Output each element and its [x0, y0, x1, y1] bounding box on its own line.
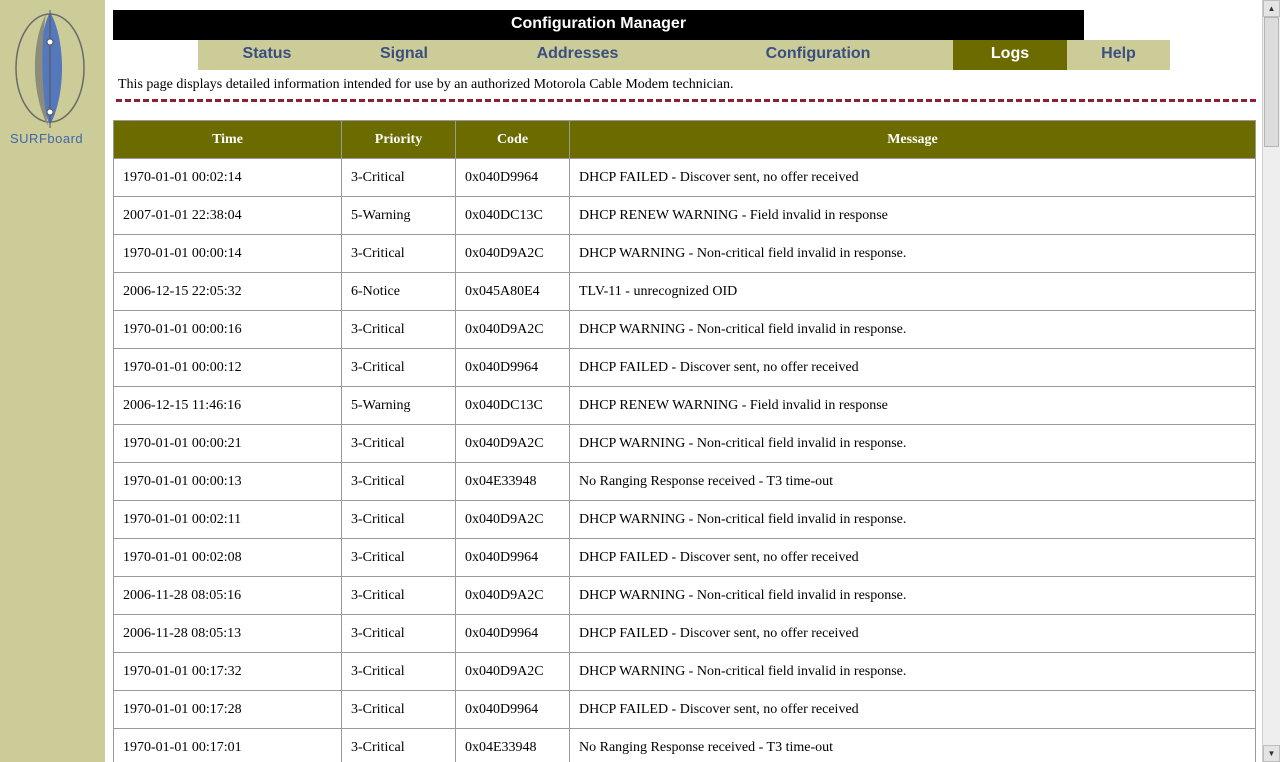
- table-row: [114, 235, 1256, 273]
- cell-time: 2006-11-28 08:05:13: [114, 615, 342, 653]
- table-row: [114, 539, 1256, 577]
- table-row: [114, 729, 1256, 762]
- cell-code: 0x04E33948: [456, 463, 570, 501]
- cell-message: DHCP WARNING - Non-critical field invalid in response.: [570, 501, 1256, 539]
- cell-time: 2007-01-01 22:38:04: [114, 197, 342, 235]
- cell-priority: 3-Critical: [342, 653, 456, 691]
- tab-addresses[interactable]: Addresses: [472, 40, 683, 70]
- cell-priority: 3-Critical: [342, 349, 456, 387]
- table-row: [114, 653, 1256, 691]
- cell-time: 1970-01-01 00:17:28: [114, 691, 342, 729]
- cell-code: 0x040D9A2C: [456, 311, 570, 349]
- cell-priority: 3-Critical: [342, 311, 456, 349]
- cell-priority: 3-Critical: [342, 463, 456, 501]
- cell-priority: 5-Warning: [342, 197, 456, 235]
- cell-time: 1970-01-01 00:02:11: [114, 501, 342, 539]
- cell-message: DHCP FAILED - Discover sent, no offer received: [570, 691, 1256, 729]
- scrollbar-thumb[interactable]: [1264, 17, 1279, 147]
- cell-message: DHCP FAILED - Discover sent, no offer received: [570, 159, 1256, 197]
- cell-priority: 3-Critical: [342, 501, 456, 539]
- cell-code: 0x040DC13C: [456, 197, 570, 235]
- cell-time: 1970-01-01 00:00:21: [114, 425, 342, 463]
- cell-message: DHCP FAILED - Discover sent, no offer received: [570, 349, 1256, 387]
- cell-message: DHCP RENEW WARNING - Field invalid in response: [570, 197, 1256, 235]
- table-row: [114, 349, 1256, 387]
- cell-message: DHCP WARNING - Non-critical field invalid in response.: [570, 425, 1256, 463]
- table-row: [114, 615, 1256, 653]
- cell-priority: 3-Critical: [342, 159, 456, 197]
- table-row: [114, 691, 1256, 729]
- cell-time: 1970-01-01 00:00:13: [114, 463, 342, 501]
- divider: [116, 99, 1256, 102]
- cell-priority: 3-Critical: [342, 729, 456, 762]
- notice-text: This page displays detailed information intended for use by an authorized Motorola Cable Modem technician.: [118, 77, 734, 92]
- cell-code: 0x040D9964: [456, 615, 570, 653]
- cell-priority: 5-Warning: [342, 387, 456, 425]
- cell-message: No Ranging Response received - T3 time-out: [570, 729, 1256, 762]
- log-table: [113, 120, 1256, 762]
- tab-configuration[interactable]: Configuration: [683, 40, 953, 70]
- header-code: Code: [456, 121, 570, 159]
- scroll-up-icon[interactable]: ▲: [1263, 0, 1280, 17]
- cell-code: 0x040D9964: [456, 539, 570, 577]
- cell-time: 1970-01-01 00:02:14: [114, 159, 342, 197]
- cell-time: 1970-01-01 00:00:14: [114, 235, 342, 273]
- cell-time: 2006-11-28 08:05:16: [114, 577, 342, 615]
- tab-help[interactable]: Help: [1067, 40, 1170, 70]
- cell-code: 0x040D9A2C: [456, 235, 570, 273]
- cell-priority: 3-Critical: [342, 691, 456, 729]
- cell-time: 1970-01-01 00:17:32: [114, 653, 342, 691]
- table-row: [114, 273, 1256, 311]
- sidebar: [0, 0, 105, 762]
- table-row: [114, 577, 1256, 615]
- logo-text: SURFboard: [10, 131, 84, 146]
- cell-message: DHCP FAILED - Discover sent, no offer received: [570, 615, 1256, 653]
- cell-time: 1970-01-01 00:00:12: [114, 349, 342, 387]
- cell-priority: 3-Critical: [342, 425, 456, 463]
- cell-time: 1970-01-01 00:17:01: [114, 729, 342, 762]
- cell-message: No Ranging Response received - T3 time-out: [570, 463, 1256, 501]
- header-time: Time: [114, 121, 342, 159]
- cell-time: 1970-01-01 00:00:16: [114, 311, 342, 349]
- log-table-body: [114, 159, 1256, 762]
- table-row: [114, 425, 1256, 463]
- cell-code: 0x045A80E4: [456, 273, 570, 311]
- tab-status[interactable]: Status: [198, 40, 336, 70]
- cell-code: 0x040D9A2C: [456, 653, 570, 691]
- table-row: [114, 159, 1256, 197]
- header-message: Message: [570, 121, 1256, 159]
- cell-message: DHCP WARNING - Non-critical field invalid in response.: [570, 577, 1256, 615]
- cell-message: DHCP RENEW WARNING - Field invalid in response: [570, 387, 1256, 425]
- nav-tabs: [198, 40, 1170, 70]
- cell-code: 0x040D9A2C: [456, 425, 570, 463]
- cell-priority: 3-Critical: [342, 539, 456, 577]
- table-row: [114, 501, 1256, 539]
- cell-message: DHCP WARNING - Non-critical field invalid in response.: [570, 653, 1256, 691]
- cell-code: 0x040D9964: [456, 691, 570, 729]
- cell-message: DHCP WARNING - Non-critical field invalid in response.: [570, 311, 1256, 349]
- cell-priority: 3-Critical: [342, 615, 456, 653]
- table-row: [114, 387, 1256, 425]
- cell-code: 0x040D9A2C: [456, 577, 570, 615]
- table-row: [114, 311, 1256, 349]
- cell-message: DHCP WARNING - Non-critical field invalid in response.: [570, 235, 1256, 273]
- cell-priority: 3-Critical: [342, 235, 456, 273]
- vertical-scrollbar[interactable]: [1262, 0, 1280, 762]
- scroll-down-icon[interactable]: ▼: [1263, 745, 1280, 762]
- cell-code: 0x040D9964: [456, 349, 570, 387]
- cell-priority: 6-Notice: [342, 273, 456, 311]
- cell-time: 1970-01-01 00:02:08: [114, 539, 342, 577]
- cell-code: 0x040D9A2C: [456, 501, 570, 539]
- table-row: [114, 197, 1256, 235]
- cell-message: DHCP FAILED - Discover sent, no offer received: [570, 539, 1256, 577]
- tab-logs[interactable]: Logs: [953, 40, 1067, 70]
- header-priority: Priority: [342, 121, 456, 159]
- cell-priority: 3-Critical: [342, 577, 456, 615]
- cell-code: 0x040D9964: [456, 159, 570, 197]
- cell-code: 0x04E33948: [456, 729, 570, 762]
- table-row: [114, 463, 1256, 501]
- cell-message: TLV-11 - unrecognized OID: [570, 273, 1256, 311]
- main-content: [105, 0, 1262, 762]
- cell-code: 0x040DC13C: [456, 387, 570, 425]
- table-header-row: [114, 121, 1256, 159]
- tab-signal[interactable]: Signal: [336, 40, 472, 70]
- page-title: Configuration Manager: [113, 10, 1084, 40]
- cell-time: 2006-12-15 11:46:16: [114, 387, 342, 425]
- cell-time: 2006-12-15 22:05:32: [114, 273, 342, 311]
